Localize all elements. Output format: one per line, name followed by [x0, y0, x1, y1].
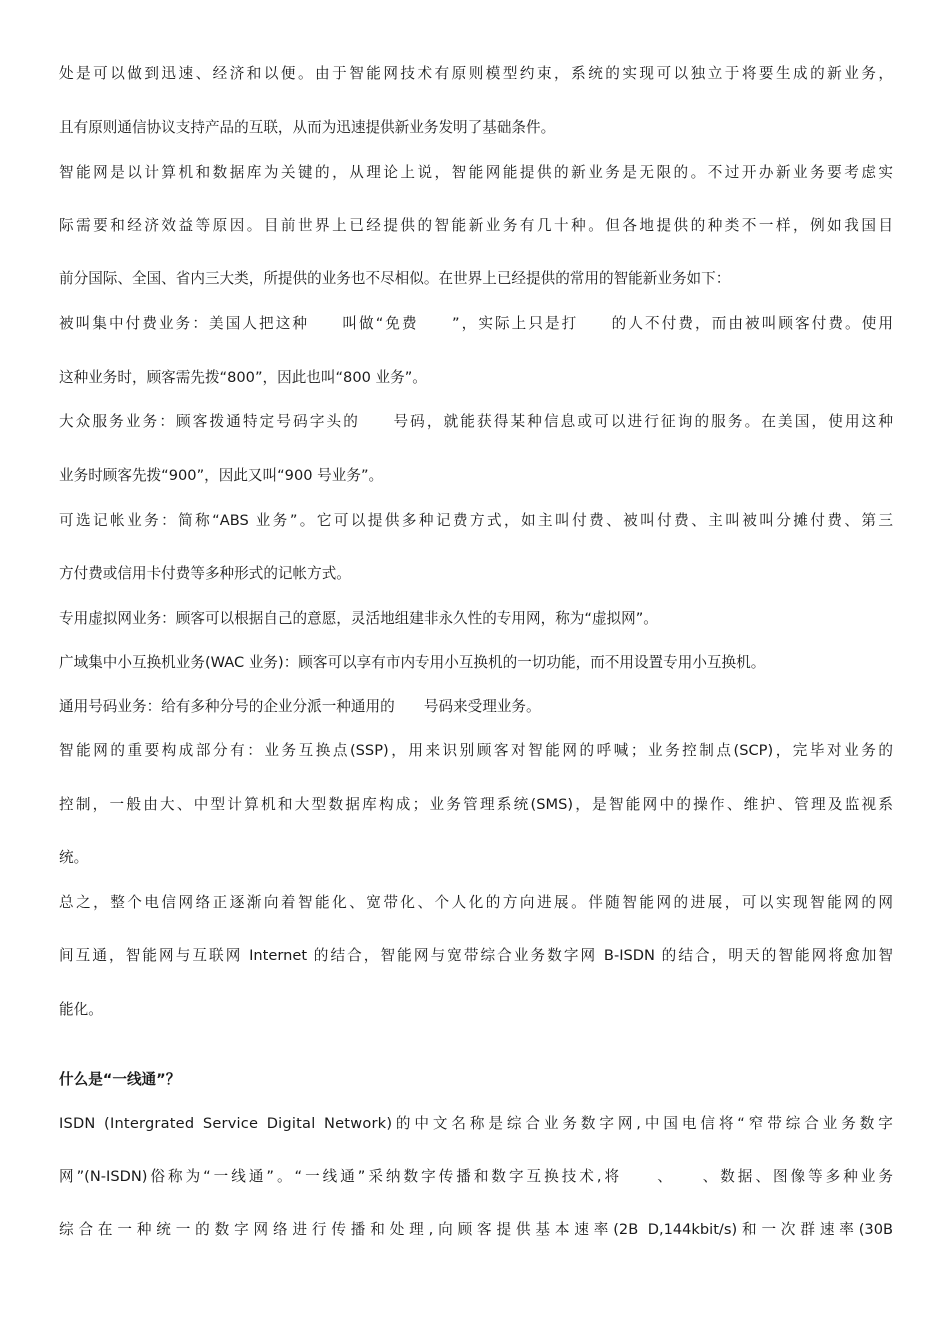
text-line: 专用虚拟网业务：顾客可以根据自己的意愿，灵活地组建非永久性的专用网，称为“虚拟网”。	[59, 610, 658, 627]
text-line: 际需要和经济效益等原因。目前世界上已经提供的智能新业务有几十种。但各地提供的种类不一样，例如我国目	[59, 217, 893, 234]
text-line: ISDN (Intergrated Service Digital Network)的中文名称是综合业务数字网,中国电信将“窄带综合业务数字	[59, 1115, 893, 1132]
text-line: 智能网的重要构成部分有：业务互换点(SSP)，用来识别顾客对智能网的呼喊；业务控制点(SCP)，完毕对业务的	[59, 742, 893, 759]
text-line: 前分国际、全国、省内三大类，所提供的业务也不尽相似。在世界上已经提供的常用的智能新业务如下：	[59, 270, 731, 287]
text-line: 可选记帐业务：简称“ABS 业务”。它可以提供多种记费方式，如主叫付费、被叫付费、主叫被叫分摊付费、第三	[59, 512, 893, 529]
text-line: 广域集中小互换机业务(WAC 业务)：顾客可以享有市内专用小互换机的一切功能，而不用设置专用小互换机。	[59, 654, 766, 671]
text-line: 总之，整个电信网络正逐渐向着智能化、宽带化、个人化的方向进展。伴随智能网的进展，可以实现智能网的网	[59, 894, 893, 911]
text-line: 通用号码业务：给有多种分号的企业分派一种通用的 号码来受理业务。	[59, 698, 541, 715]
text-line: 处是可以做到迅速、经济和以便。由于智能网技术有原则模型约束，系统的实现可以独立于将要生成的新业务，	[59, 65, 893, 82]
section-heading: 什么是“一线通”？	[59, 1071, 181, 1088]
text-line: 且有原则通信协议支持产品的互联，从而为迅速提供新业务发明了基础条件。	[59, 119, 556, 136]
text-line: 能化。	[59, 1001, 103, 1018]
text-line: 控制，一般由大、中型计算机和大型数据库构成；业务管理系统(SMS)，是智能网中的操作、维护、管理及监视系	[59, 796, 893, 813]
text-line: 这种业务时，顾客需先拨“800”，因此也叫“800 业务”。	[59, 369, 427, 386]
text-line: 综合在一种统一的数字网络进行传播和处理,向顾客提供基本速率(2B D,144kbit/s)和一次群速率(30B	[59, 1221, 893, 1238]
text-line: 间互通，智能网与互联网 Internet 的结合，智能网与宽带综合业务数字网 B-ISDN 的结合，明天的智能网将愈加智	[59, 947, 893, 964]
text-line: 统。	[59, 849, 89, 866]
text-line: 方付费或信用卡付费等多种形式的记帐方式。	[59, 565, 351, 582]
text-line: 大众服务业务：顾客拨通特定号码字头的 号码，就能获得某种信息或可以进行征询的服务。在美国，使用这种	[59, 413, 893, 430]
text-line: 业务时顾客先拨“900”，因此又叫“900 号业务”。	[59, 467, 384, 484]
text-line: 智能网是以计算机和数据库为关键的，从理论上说，智能网能提供的新业务是无限的。不过开办新业务要考虑实	[59, 164, 893, 181]
text-line: 被叫集中付费业务：美国人把这种 叫做“免费 ”，实际上只是打 的人不付费，而由被叫顾客付费。使用	[59, 315, 893, 332]
text-line: 网”(N-ISDN)俗称为“一线通”。“一线通”采纳数字传播和数字互换技术,将 、 、数据、图像等多种业务	[59, 1168, 893, 1185]
